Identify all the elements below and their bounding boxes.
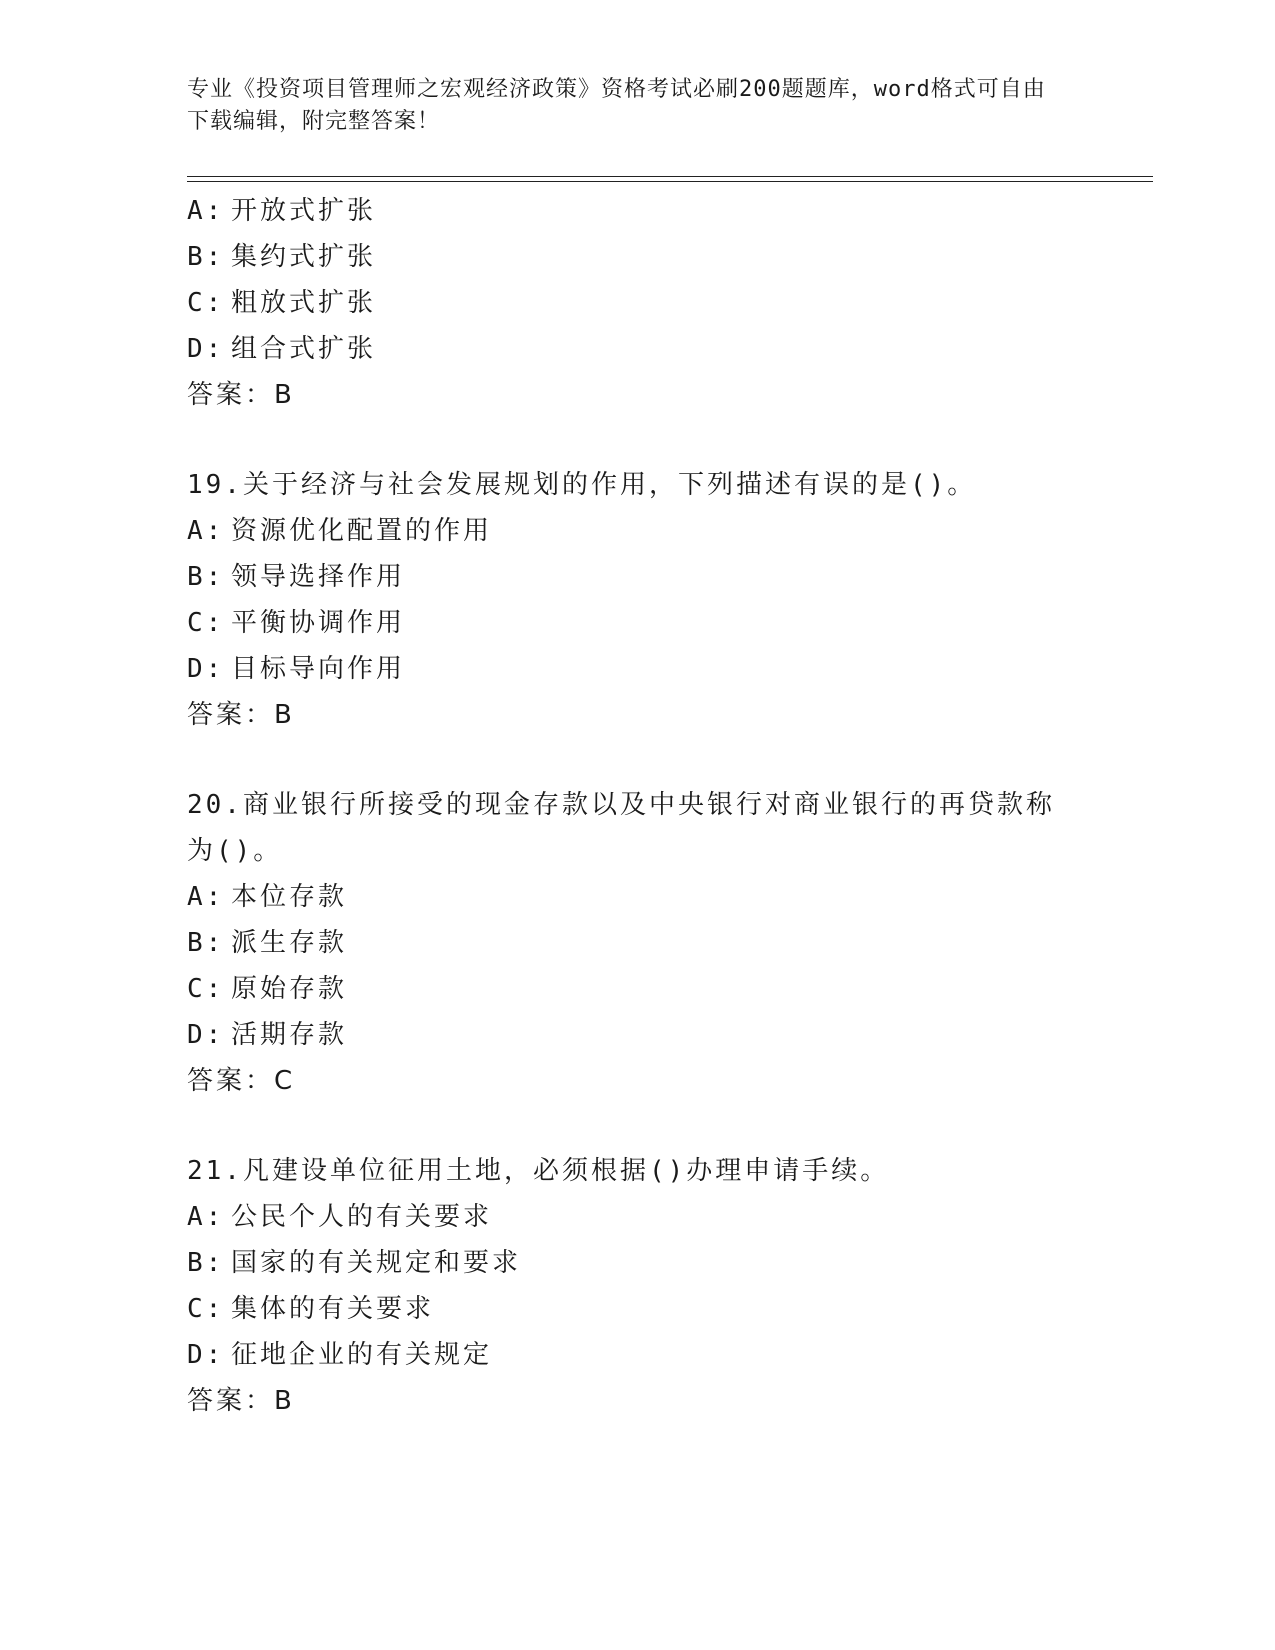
question-text: 19.关于经济与社会发展规划的作用，下列描述有误的是()。 bbox=[187, 470, 977, 500]
option-row bbox=[187, 326, 1087, 372]
option-label: A: bbox=[187, 1202, 225, 1232]
option-text: 组合式扩张 bbox=[231, 334, 377, 364]
answer-line: 答案：C bbox=[187, 1066, 296, 1096]
option-text: 活期存款 bbox=[231, 1020, 348, 1050]
option-row bbox=[187, 874, 1087, 920]
question-block bbox=[187, 782, 1087, 1104]
answer-line: 答案：B bbox=[187, 700, 295, 730]
question-text: 21.凡建设单位征用土地，必须根据()办理申请手续。 bbox=[187, 1156, 890, 1186]
option-row bbox=[187, 966, 1087, 1012]
option-text: 领导选择作用 bbox=[231, 562, 406, 592]
option-text: 开放式扩张 bbox=[231, 196, 377, 226]
option-label: B: bbox=[187, 1248, 225, 1278]
option-label: B: bbox=[187, 242, 225, 272]
option-row bbox=[187, 1240, 1087, 1286]
option-text: 资源优化配置的作用 bbox=[231, 516, 493, 546]
option-row bbox=[187, 600, 1087, 646]
option-row bbox=[187, 554, 1087, 600]
option-text: 国家的有关规定和要求 bbox=[231, 1248, 522, 1278]
option-row bbox=[187, 1012, 1087, 1058]
option-row bbox=[187, 234, 1087, 280]
option-row bbox=[187, 646, 1087, 692]
option-label: D: bbox=[187, 1340, 225, 1370]
answer-line: 答案：B bbox=[187, 1386, 295, 1416]
option-text: 公民个人的有关要求 bbox=[231, 1202, 493, 1232]
option-text: 平衡协调作用 bbox=[231, 608, 406, 638]
option-text: 派生存款 bbox=[231, 928, 348, 958]
option-label: A: bbox=[187, 516, 225, 546]
option-text: 目标导向作用 bbox=[231, 654, 406, 684]
option-text: 原始存款 bbox=[231, 974, 348, 1004]
option-label: C: bbox=[187, 1294, 225, 1324]
option-row bbox=[187, 280, 1087, 326]
header-rule-bottom bbox=[187, 181, 1153, 182]
question-list bbox=[187, 188, 1087, 1424]
header-rule-top bbox=[187, 176, 1153, 177]
option-label: C: bbox=[187, 288, 225, 318]
option-label: B: bbox=[187, 562, 225, 592]
option-text: 本位存款 bbox=[231, 882, 348, 912]
question-block bbox=[187, 1148, 1087, 1424]
option-label: D: bbox=[187, 334, 225, 364]
question-block bbox=[187, 462, 1087, 738]
option-label: A: bbox=[187, 882, 225, 912]
option-label: D: bbox=[187, 1020, 225, 1050]
option-row bbox=[187, 1286, 1087, 1332]
option-label: C: bbox=[187, 974, 225, 1004]
question-text: 20.商业银行所接受的现金存款以及中央银行对商业银行的再贷款称为()。 bbox=[187, 790, 1055, 866]
option-row bbox=[187, 920, 1087, 966]
option-text: 粗放式扩张 bbox=[231, 288, 377, 318]
option-text: 征地企业的有关规定 bbox=[231, 1340, 493, 1370]
option-row bbox=[187, 1332, 1087, 1378]
option-row bbox=[187, 508, 1087, 554]
document-header: 专业《投资项目管理师之宏观经济政策》资格考试必刷200题题库，word格式可自由下载编辑，附完整答案！ bbox=[187, 77, 1046, 134]
option-text: 集体的有关要求 bbox=[231, 1294, 435, 1324]
option-label: B: bbox=[187, 928, 225, 958]
option-text: 集约式扩张 bbox=[231, 242, 377, 272]
option-row bbox=[187, 188, 1087, 234]
option-label: D: bbox=[187, 654, 225, 684]
option-label: C: bbox=[187, 608, 225, 638]
question-block bbox=[187, 188, 1087, 418]
option-row bbox=[187, 1194, 1087, 1240]
option-label: A: bbox=[187, 196, 225, 226]
answer-line: 答案：B bbox=[187, 380, 295, 410]
